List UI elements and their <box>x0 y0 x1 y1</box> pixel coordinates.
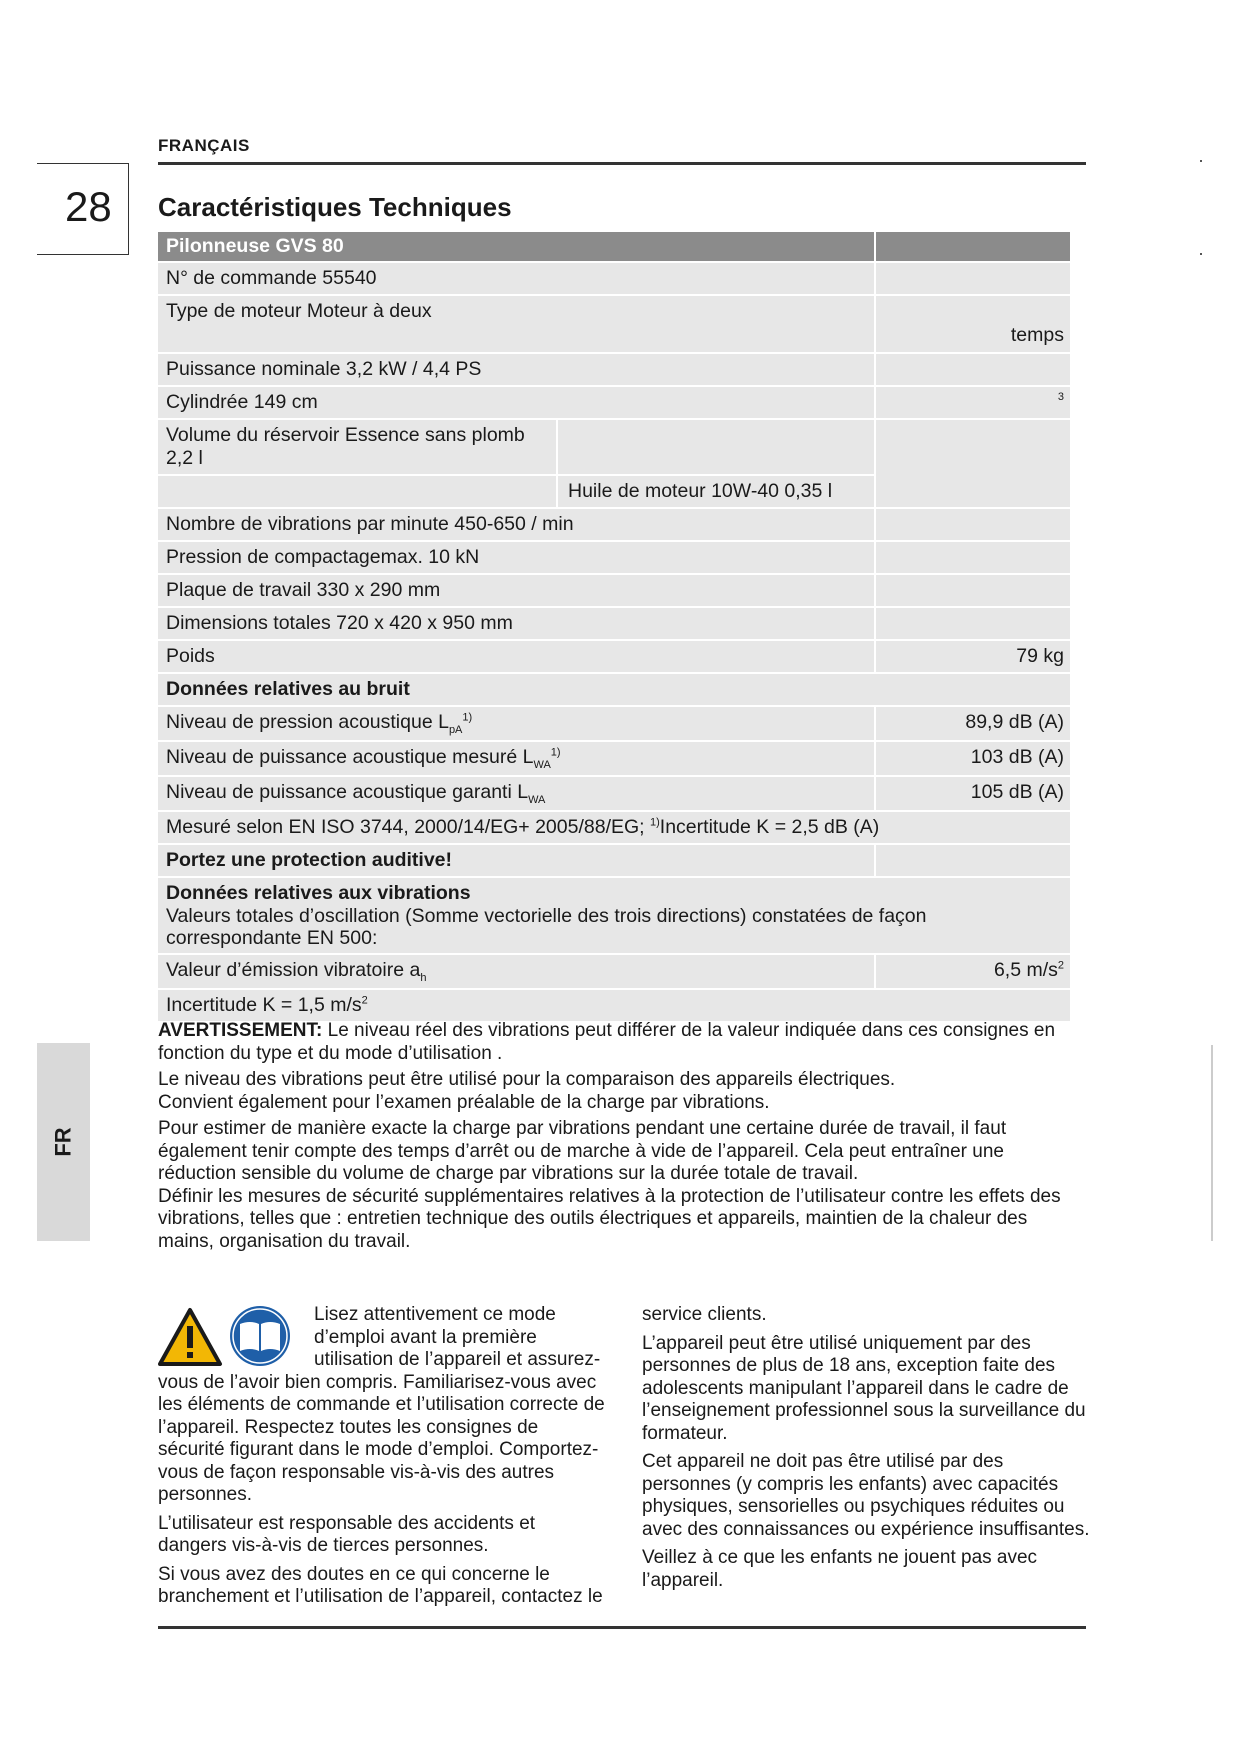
engine-type-cont: temps <box>1010 324 1064 346</box>
language-header: FRANÇAIS <box>158 136 250 155</box>
warning-paragraph: Convient également pour l’examen préalable de la charge par vibrations. <box>158 1091 770 1113</box>
table-row <box>158 354 1070 387</box>
engine-oil: Huile de moteur 10W-40 0,35 l <box>568 480 833 502</box>
edge-mark <box>1200 253 1202 255</box>
vibration-header: Données relatives aux vibrations <box>166 881 471 904</box>
table-row: Incertitude K = 1,5 $m/s^2$ <box>158 990 1070 1023</box>
spec-table <box>158 232 1070 1023</box>
work-plate: Plaque de travail 330 x 290 mm <box>158 575 876 606</box>
table-row <box>158 232 1070 263</box>
table-row <box>158 542 1070 575</box>
safety-left-column <box>158 1304 608 1615</box>
bottom-rule <box>158 1626 1086 1629</box>
displacement-unit: 3 <box>1057 391 1064 403</box>
safety-paragraph: Cet appareil ne doit pas être utilisé par des personnes (y compris les enfants) avec capacités physiques, sensorielles ou psychiques réduites ou avec des connaissances ou expérience insuffisantes. <box>642 1451 1090 1540</box>
table-row <box>158 575 1070 608</box>
table-row <box>158 263 1070 296</box>
warning-paragraph: Le niveau des vibrations peut être utilisé pour la comparaison des appareils électriques. <box>158 1069 896 1090</box>
edge-line <box>1211 1045 1213 1241</box>
safety-paragraph: Veillez à ce que les enfants ne jouent pas avec l’appareil. <box>642 1547 1038 1591</box>
warning-lead: AVERTISSEMENT: <box>158 1020 323 1041</box>
warning-triangle-icon <box>158 1304 306 1370</box>
dimensions: Dimensions totales 720 x 420 x 950 mm <box>158 608 876 639</box>
lwa-guaranteed-label: Niveau de puissance acoustique garanti L <box>166 780 529 803</box>
warning-paragraph: Définir les mesures de sécurité supplémentaires relatives à la protection de l’utilisateur contre les effets des vibrations, telles que : entretien technique des outils électriques et appareils, maintien de la chaleur des mains, organisation du travail. <box>158 1185 1061 1252</box>
table-row <box>158 387 1070 420</box>
weight-value: 79 kg <box>1016 645 1064 667</box>
table-row: Mesuré selon EN ISO 3744, 2000/14/EG+ 2005/88/EG; $^{1)}$Incertitude K = 2,5 dB (A) <box>158 812 1070 845</box>
lwa-label: Niveau de puissance acoustique mesuré L <box>166 745 534 768</box>
read-manual-icon <box>230 1306 290 1366</box>
measured-standard: Mesuré selon EN ISO 3744, 2000/14/EG+ 2005/88/EG; <box>166 815 645 838</box>
table-row: Niveau de puissance acoustique garanti $L_{WA}$ 105 dB (A) <box>158 777 1070 812</box>
safety-paragraph: L’utilisateur est responsable des accidents et dangers vis-à-vis de tierces personnes. <box>158 1512 536 1556</box>
hearing-protection: Portez une protection auditive! <box>158 845 876 876</box>
power: Puissance nominale 3,2 kW / 4,4 PS <box>158 354 876 385</box>
page-number: 28 <box>65 183 112 230</box>
compaction-pressure: Pression de compactagemax. 10 kN <box>158 542 876 573</box>
vibration-emission-label: Valeur d’émission vibratoire a <box>166 958 421 981</box>
table-row <box>158 509 1070 542</box>
table-row: Valeur d’émission vibratoire $a_h$ 6,5 $m/s^2$ <box>158 955 1070 990</box>
lwa-value: 103 dB (A) <box>970 745 1064 768</box>
tank-volume: Volume du réservoir Essence sans plomb 2,2 l <box>158 420 558 474</box>
safety-paragraph: service clients. <box>642 1304 767 1325</box>
safety-paragraph: Si vous avez des doutes en ce qui concerne le branchement et l’utilisation de l’appareil, contactez le <box>158 1563 603 1607</box>
noise-uncertainty: Incertitude K = 2,5 dB (A) <box>659 815 880 838</box>
safety-right-column <box>642 1304 1092 1598</box>
lpa-label: Niveau de pression acoustique L <box>166 711 449 733</box>
vibration-warning <box>158 1020 1086 1257</box>
vibration-emission-value: 6,5 m/s <box>993 958 1058 981</box>
table-row <box>158 845 1070 878</box>
displacement: Cylindrée 149 cm <box>158 387 876 418</box>
vibrations-per-minute: Nombre de vibrations par minute 450-650 / min <box>158 509 876 540</box>
vibration-uncertainty: Incertitude K = 1,5 m/s <box>166 993 362 1016</box>
vibration-description: Valeurs totales d’oscillation (Somme vectorielle des trois directions) constatées de façon correspondante EN 500: <box>166 904 927 949</box>
engine-type: Type de moteur Moteur à deux <box>158 296 876 352</box>
lpa-value: 89,9 dB (A) <box>965 711 1064 733</box>
table-row <box>158 878 1070 955</box>
language-side-tab <box>37 1043 90 1241</box>
safety-paragraph: Lisez attentivement ce mode d’emploi avant la première utilisation de l’appareil et assurez-vous de l’avoir bien compris. Familiarisez-vous avec les éléments de commande et l’utilisation correcte de l’appareil. Respectez toutes les consignes de sécurité figurant dans le mode d’emploi. Comportez-vous de façon responsable vis-à-vis des autres personnes. <box>158 1304 605 1505</box>
table-row: Niveau de puissance acoustique mesuré $L_{WA}^{1)}$ 103 dB (A) <box>158 742 1070 777</box>
warning-paragraph: Le niveau réel des vibrations peut différer de la valeur indiquée dans ces consignes en fonction du type et du mode d’utilisation . <box>158 1020 1056 1064</box>
edge-mark <box>1200 160 1202 162</box>
side-tab-label: FR <box>50 1127 76 1157</box>
noise-header: Données relatives au bruit <box>166 678 410 700</box>
safety-icons <box>158 1304 306 1370</box>
table-row <box>158 420 1070 509</box>
spec-title: Pilonneuse GVS 80 <box>158 232 876 261</box>
safety-paragraph: L’appareil peut être utilisé uniquement par des personnes de plus de 18 ans, exception faite des adolescents manipulant l’appareil dans le cadre de l’enseignement professionnel sous la surveillance du formateur. <box>642 1332 1086 1444</box>
order-number: N° de commande 55540 <box>158 263 876 294</box>
top-rule <box>158 162 1086 165</box>
warning-paragraph: Pour estimer de manière exacte la charge par vibrations pendant une certaine durée de travail, il faut également tenir compte des temps d’arrêt ou de marche à vide de l’appareil. Cela peut entraîner une réduction sensible du volume de charge par vibrations sur la durée totale de travail. <box>158 1118 1007 1184</box>
table-row <box>158 608 1070 641</box>
table-row <box>158 296 1070 354</box>
table-row <box>158 674 1070 707</box>
lwa-guaranteed-value: 105 dB (A) <box>970 780 1064 803</box>
section-title: Caractéristiques Techniques <box>158 192 512 222</box>
table-row: Niveau de pression acoustique $L_{pA}^{1)}$ 89,9 dB (A) <box>158 707 1070 742</box>
weight-label: Poids <box>158 641 876 672</box>
table-row <box>158 641 1070 674</box>
